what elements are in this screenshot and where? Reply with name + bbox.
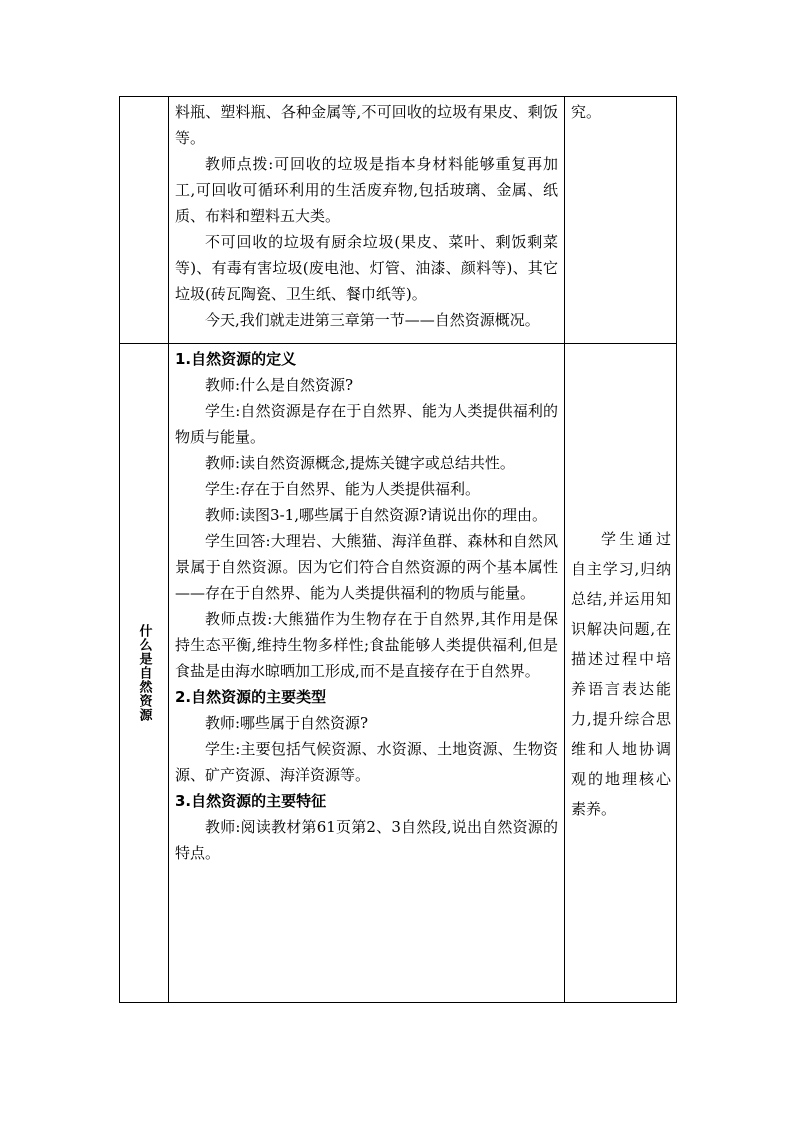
- table-row: [120, 344, 677, 1003]
- heading-text: 自然资源的主要类型: [191, 688, 327, 706]
- section-label-cell-empty: [120, 97, 169, 344]
- paragraph: 教师:哪些属于自然资源?: [205, 714, 369, 732]
- activity-cell: [169, 344, 565, 1003]
- heading-number: 3.: [175, 792, 192, 810]
- paragraph: 学生:主要包括气候资源、水资源、土地资源、生物资源、矿产资源、海洋资源等。: [175, 740, 558, 784]
- heading-text: 自然资源的主要特征: [191, 792, 327, 810]
- paragraph: 教师:阅读教材第61页第2、3自然段,说出自然资源的特点。: [175, 818, 558, 862]
- paragraph: 今天,我们就走进第三章第一节——自然资源概况。: [205, 311, 540, 329]
- section-label-text: 什么是自然资源: [136, 624, 152, 722]
- paragraph: 学生回答:大理岩、大熊猫、海洋鱼群、森林和自然风景属于自然资源。因为它们符合自然资源的两个基本属性——存在于自然界、能为人类提供福利的物质与能量。: [175, 532, 558, 602]
- paragraph: 不可回收的垃圾有厨余垃圾(果皮、菜叶、剩饭剩菜等)、有毒有害垃圾(废电池、灯管、油漆、颜料等)、其它垃圾(砖瓦陶瓷、卫生纸、餐巾纸等)。: [175, 233, 558, 303]
- activity-content: [169, 97, 564, 333]
- paragraph: 教师:读图3-1,哪些属于自然资源?请说出你的理由。: [205, 506, 548, 524]
- design-intent-text: 究。: [571, 103, 602, 121]
- paragraph: 学生:存在于自然界、能为人类提供福利。: [205, 480, 481, 498]
- paragraph: 教师:什么是自然资源?: [205, 376, 354, 394]
- design-intent-cell: [565, 344, 677, 1003]
- design-intent-wrap: [565, 344, 676, 1002]
- section-label: [120, 344, 168, 1002]
- design-intent-paragraph: 学生通过自主学习,归纳总结,并运用知识解决问题,在描述过程中培养语言表达能力,提升综合思维和人地协调观的地理核心素养。: [571, 530, 671, 818]
- section-heading: [175, 346, 558, 372]
- paragraph: 教师点拨:大熊猫作为生物存在于自然界,其作用是保持生态平衡,维持生物多样性;食盐能够人类提供福利,但是食盐是由海水晾晒加工形成,而不是直接存在于自然界。: [175, 610, 558, 680]
- paragraph: 学生:自然资源是存在于自然界、能为人类提供福利的物质与能量。: [175, 402, 558, 446]
- design-intent-text: [565, 522, 676, 824]
- heading-number: 1.: [175, 350, 192, 368]
- lesson-plan-table: [119, 96, 677, 1003]
- paragraph: 教师点拨:可回收的垃圾是指本身材料能够重复再加工,可回收可循环利用的生活废弃物,包括玻璃、金属、纸质、布料和塑料五大类。: [175, 155, 558, 225]
- activity-content: [169, 344, 564, 866]
- section-heading: [175, 788, 558, 814]
- heading-number: 2.: [175, 688, 192, 706]
- activity-cell: [169, 97, 565, 344]
- section-label-cell: [120, 344, 169, 1003]
- paragraph: 教师:读自然资源概念,提炼关键字或总结共性。: [205, 454, 515, 472]
- section-heading: [175, 684, 558, 710]
- table-row: [120, 97, 677, 344]
- paragraph: 料瓶、塑料瓶、各种金属等,不可回收的垃圾有果皮、剩饭等。: [175, 103, 558, 147]
- design-intent-cell: [565, 97, 677, 344]
- heading-text: 自然资源的定义: [191, 350, 297, 368]
